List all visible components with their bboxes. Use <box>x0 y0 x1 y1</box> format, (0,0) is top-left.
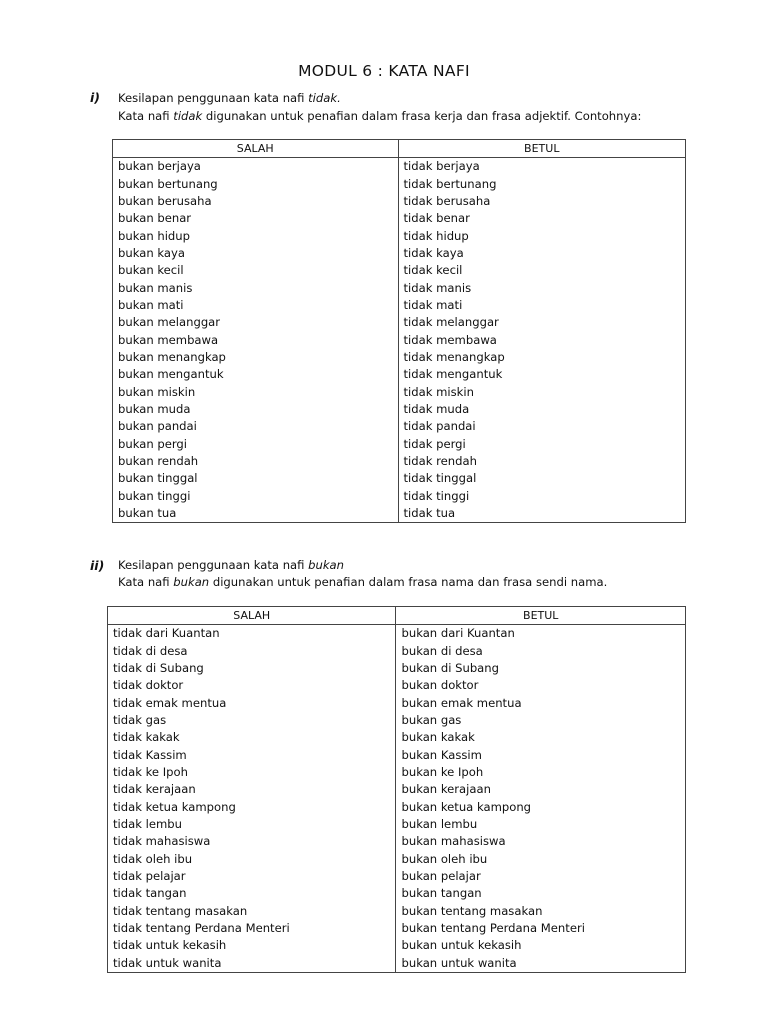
table-row <box>113 366 686 383</box>
betul-cell: bukan lembu <box>396 816 686 833</box>
betul-cell: bukan kakak <box>396 729 686 746</box>
betul-cell: tidak membawa <box>398 331 686 348</box>
salah-cell: tidak tentang Perdana Menteri <box>108 920 396 937</box>
table-row <box>113 193 686 210</box>
betul-cell: bukan di desa <box>396 642 686 659</box>
salah-cell: bukan benar <box>113 210 399 227</box>
betul-cell: bukan kerajaan <box>396 781 686 798</box>
section-1-number: i) <box>90 90 100 105</box>
table-row <box>108 694 686 711</box>
betul-cell: bukan pelajar <box>396 868 686 885</box>
table-row <box>113 245 686 262</box>
table-row <box>113 436 686 453</box>
section-2-desc-prefix: Kata nafi <box>118 575 174 589</box>
salah-cell: bukan hidup <box>113 227 399 244</box>
table-row <box>108 729 686 746</box>
table-row <box>113 279 686 296</box>
section-2-desc-suffix: digunakan untuk penafian dalam frasa nama dan frasa sendi nama. <box>209 575 608 589</box>
betul-cell: tidak benar <box>398 210 686 227</box>
betul-cell: tidak tinggi <box>398 488 686 505</box>
salah-cell: bukan membawa <box>113 331 399 348</box>
table-row <box>113 331 686 348</box>
salah-cell: tidak tangan <box>108 885 396 902</box>
salah-cell: tidak dari Kuantan <box>108 625 396 643</box>
betul-cell: bukan untuk kekasih <box>396 937 686 954</box>
column-header-betul: BETUL <box>398 140 686 158</box>
salah-cell: bukan kaya <box>113 245 399 262</box>
salah-cell: bukan rendah <box>113 453 399 470</box>
table-row <box>108 955 686 973</box>
betul-cell: tidak bertunang <box>398 175 686 192</box>
section-2-number: ii) <box>90 558 105 573</box>
salah-cell: tidak tentang masakan <box>108 903 396 920</box>
table-row <box>108 642 686 659</box>
salah-cell: tidak untuk wanita <box>108 955 396 973</box>
salah-cell: tidak Kassim <box>108 746 396 763</box>
salah-cell: tidak di Subang <box>108 660 396 677</box>
salah-cell: bukan pandai <box>113 418 399 435</box>
salah-cell: bukan bertunang <box>113 175 399 192</box>
betul-cell: bukan untuk wanita <box>396 955 686 973</box>
salah-cell: bukan tua <box>113 505 399 523</box>
salah-cell: tidak gas <box>108 712 396 729</box>
salah-cell: bukan miskin <box>113 383 399 400</box>
betul-cell: tidak menangkap <box>398 349 686 366</box>
betul-cell: bukan oleh ibu <box>396 850 686 867</box>
table-row <box>108 903 686 920</box>
betul-cell: bukan tentang Perdana Menteri <box>396 920 686 937</box>
page-title: MODUL 6 : KATA NAFI <box>298 62 470 80</box>
betul-cell: tidak tua <box>398 505 686 523</box>
betul-cell: tidak mati <box>398 297 686 314</box>
table-row <box>108 850 686 867</box>
betul-cell: tidak pergi <box>398 436 686 453</box>
table-row <box>108 712 686 729</box>
column-header-salah: SALAH <box>108 607 396 625</box>
table-row <box>113 175 686 192</box>
table-row <box>113 314 686 331</box>
table-row <box>108 920 686 937</box>
betul-cell: bukan mahasiswa <box>396 833 686 850</box>
column-header-betul: BETUL <box>396 607 686 625</box>
section-2-heading-emphasis: bukan <box>308 558 345 572</box>
betul-cell: bukan emak mentua <box>396 694 686 711</box>
table-row <box>113 470 686 487</box>
table-row <box>113 349 686 366</box>
betul-cell: bukan gas <box>396 712 686 729</box>
salah-cell: tidak ke Ipoh <box>108 764 396 781</box>
section-1-desc-emphasis: tidak <box>173 109 203 123</box>
table-row <box>113 401 686 418</box>
salah-cell: tidak emak mentua <box>108 694 396 711</box>
salah-cell: tidak kakak <box>108 729 396 746</box>
table-row <box>113 227 686 244</box>
betul-cell: tidak berjaya <box>398 158 686 176</box>
table-row <box>108 746 686 763</box>
table-header-row <box>113 140 686 158</box>
betul-cell: tidak mengantuk <box>398 366 686 383</box>
salah-cell: tidak di desa <box>108 642 396 659</box>
salah-cell: bukan kecil <box>113 262 399 279</box>
betul-cell: bukan tentang masakan <box>396 903 686 920</box>
table-row <box>113 453 686 470</box>
section-1-heading-emphasis: tidak. <box>308 91 341 105</box>
table-row <box>113 488 686 505</box>
betul-cell: tidak kaya <box>398 245 686 262</box>
column-header-salah: SALAH <box>113 140 399 158</box>
betul-cell: tidak berusaha <box>398 193 686 210</box>
betul-cell: tidak muda <box>398 401 686 418</box>
salah-cell: tidak doktor <box>108 677 396 694</box>
section-1-desc-prefix: Kata nafi <box>118 109 174 123</box>
table-row <box>108 833 686 850</box>
salah-betul-table-tidak <box>112 139 686 523</box>
salah-cell: bukan berusaha <box>113 193 399 210</box>
table-row <box>108 937 686 954</box>
salah-cell: bukan manis <box>113 279 399 296</box>
section-2-desc-emphasis: bukan <box>173 575 210 589</box>
table-row <box>108 868 686 885</box>
betul-cell: tidak melanggar <box>398 314 686 331</box>
salah-cell: tidak kerajaan <box>108 781 396 798</box>
section-1-heading <box>118 91 341 105</box>
betul-cell: tidak manis <box>398 279 686 296</box>
salah-cell: tidak ketua kampong <box>108 798 396 815</box>
betul-cell: tidak pandai <box>398 418 686 435</box>
table-row <box>108 816 686 833</box>
table-row <box>113 158 686 176</box>
betul-cell: tidak tinggal <box>398 470 686 487</box>
table-row <box>108 798 686 815</box>
salah-cell: tidak untuk kekasih <box>108 937 396 954</box>
betul-cell: bukan ketua kampong <box>396 798 686 815</box>
salah-cell: bukan pergi <box>113 436 399 453</box>
salah-cell: bukan mengantuk <box>113 366 399 383</box>
betul-cell: tidak hidup <box>398 227 686 244</box>
section-2-heading <box>118 558 344 572</box>
salah-cell: bukan mati <box>113 297 399 314</box>
betul-cell: bukan ke Ipoh <box>396 764 686 781</box>
table-row <box>113 262 686 279</box>
table-row <box>108 781 686 798</box>
betul-cell: bukan doktor <box>396 677 686 694</box>
betul-cell: bukan Kassim <box>396 746 686 763</box>
betul-cell: bukan dari Kuantan <box>396 625 686 643</box>
salah-cell: tidak pelajar <box>108 868 396 885</box>
table-row <box>108 885 686 902</box>
table-row <box>113 418 686 435</box>
section-2-heading-text: Kesilapan penggunaan kata nafi <box>118 558 309 572</box>
betul-cell: bukan tangan <box>396 885 686 902</box>
table-row <box>108 660 686 677</box>
table-header-row <box>108 607 686 625</box>
salah-cell: bukan berjaya <box>113 158 399 176</box>
section-1-heading-text: Kesilapan penggunaan kata nafi <box>118 91 309 105</box>
table-row <box>113 505 686 523</box>
section-2-description <box>118 575 607 589</box>
betul-cell: tidak kecil <box>398 262 686 279</box>
table-row <box>108 764 686 781</box>
table-row <box>108 625 686 643</box>
salah-cell: bukan muda <box>113 401 399 418</box>
salah-cell: bukan melanggar <box>113 314 399 331</box>
table-row <box>113 383 686 400</box>
section-1-desc-suffix: digunakan untuk penafian dalam frasa kerja dan frasa adjektif. Contohnya: <box>202 109 642 123</box>
table-row <box>108 677 686 694</box>
betul-cell: tidak miskin <box>398 383 686 400</box>
salah-cell: tidak lembu <box>108 816 396 833</box>
table-row <box>113 297 686 314</box>
salah-betul-table-bukan <box>107 606 686 973</box>
salah-cell: bukan tinggi <box>113 488 399 505</box>
table-row <box>113 210 686 227</box>
salah-cell: bukan menangkap <box>113 349 399 366</box>
salah-cell: tidak oleh ibu <box>108 850 396 867</box>
betul-cell: tidak rendah <box>398 453 686 470</box>
salah-cell: bukan tinggal <box>113 470 399 487</box>
salah-cell: tidak mahasiswa <box>108 833 396 850</box>
betul-cell: bukan di Subang <box>396 660 686 677</box>
section-1-description <box>118 109 641 123</box>
